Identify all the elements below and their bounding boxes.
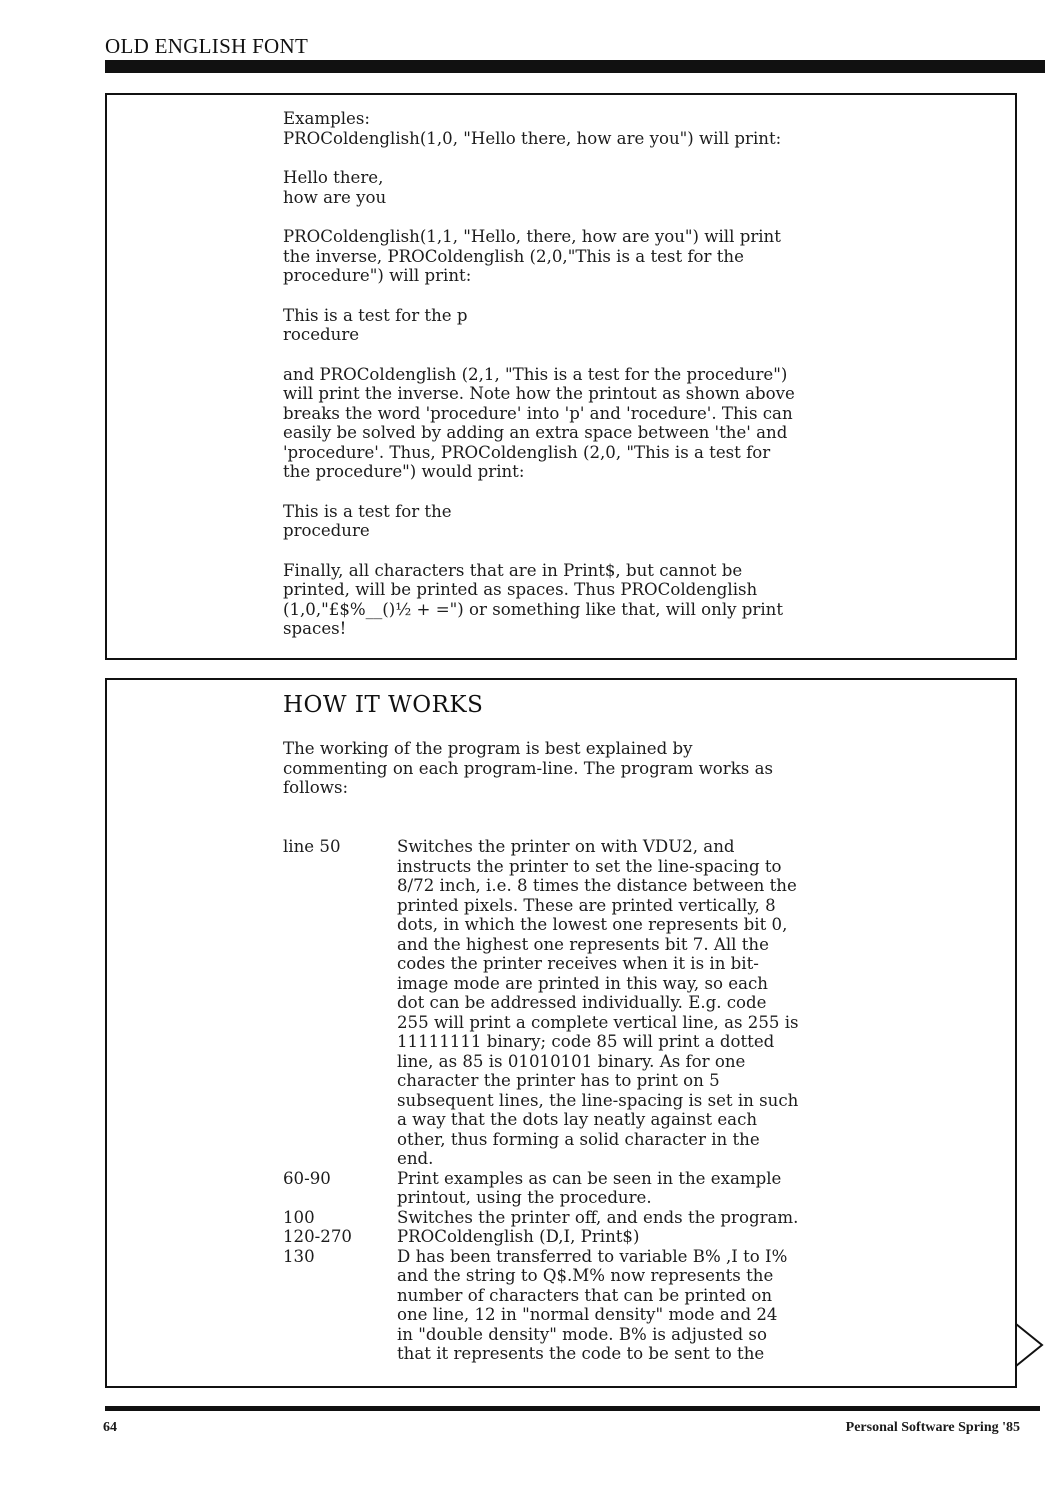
paragraph xyxy=(283,502,828,541)
text-line: printed, will be printed as spaces. Thus PROColdenglish xyxy=(283,580,758,599)
text-line: how are you xyxy=(283,187,387,207)
footer-rule xyxy=(105,1406,1040,1411)
text-line: other, thus forming a solid character in the xyxy=(397,1129,760,1149)
program-line-row xyxy=(283,1227,828,1247)
text-line: rocedure xyxy=(283,325,360,344)
text-line: 255 will print a complete vertical line, as 255 is xyxy=(397,1012,799,1032)
text-line: PROColdenglish(1,1, "Hello, there, how are you") will print xyxy=(283,227,781,246)
text-line: image mode are printed in this way, so each xyxy=(397,973,768,993)
text-line: breaks the word 'procedure' into 'p' and 'rocedure'. This can xyxy=(283,403,793,423)
text-line: will print the inverse. Note how the printout as shown above xyxy=(283,384,795,403)
program-line-row xyxy=(283,837,828,1169)
paragraph xyxy=(283,306,828,345)
text-line: Finally, all characters that are in Print$, but cannot be xyxy=(283,560,743,580)
program-line-row xyxy=(283,1169,828,1208)
how-it-works-intro xyxy=(283,739,828,798)
line-description xyxy=(397,837,827,1169)
text-line: subsequent lines, the line-spacing is set in such xyxy=(397,1090,799,1110)
program-line-row xyxy=(283,1208,828,1228)
text-line: end. xyxy=(397,1149,434,1168)
paragraph xyxy=(283,109,828,148)
line-description xyxy=(397,1227,827,1247)
text-line: and PROColdenglish (2,1, "This is a test for the procedure") xyxy=(283,364,788,384)
text-line: commenting on each program-line. The program works as xyxy=(283,758,773,778)
text-line: dots, in which the lowest one represents bit 0, xyxy=(397,915,788,934)
header-rule xyxy=(105,60,1045,73)
text-line: Examples: xyxy=(283,109,370,128)
continue-arrow-icon xyxy=(1014,1322,1044,1368)
text-line: procedure") will print: xyxy=(283,266,472,285)
text-line: procedure xyxy=(283,521,370,540)
text-line: Print examples as can be seen in the example xyxy=(397,1168,782,1188)
program-line-table xyxy=(283,837,828,1364)
text-line: the procedure") would print: xyxy=(283,462,525,481)
text-line: in "double density" mode. B% is adjusted so xyxy=(397,1324,767,1344)
text-line: 'procedure'. Thus, PROColdenglish (2,0, "This is a test for xyxy=(283,442,771,462)
text-line: Switches the printer on with VDU2, and xyxy=(397,837,735,856)
text-line: number of characters that can be printed on xyxy=(397,1285,773,1305)
text-line: The working of the program is best explained by xyxy=(283,739,693,758)
paragraph xyxy=(283,365,828,482)
line-number: 60-90 xyxy=(283,1168,331,1188)
paragraph xyxy=(283,561,828,639)
page-number: 64 xyxy=(103,1420,117,1435)
text-line: dot can be addressed individually. E.g. code xyxy=(397,993,767,1012)
text-line: PROColdenglish(1,0, "Hello there, how are you") will print: xyxy=(283,128,782,148)
line-description xyxy=(397,1208,827,1228)
page-header-title: OLD ENGLISH FONT xyxy=(105,34,309,58)
text-line: and the highest one represents bit 7. All the xyxy=(397,934,769,954)
line-number: 100 xyxy=(283,1207,315,1227)
line-number: 130 xyxy=(283,1246,315,1266)
text-line: printout, using the procedure. xyxy=(397,1188,652,1207)
text-line: and the string to Q$.M% now represents the xyxy=(397,1266,774,1285)
text-line: follows: xyxy=(283,778,349,797)
program-line-row xyxy=(283,1247,828,1364)
text-line: that it represents the code to be sent to the xyxy=(397,1344,765,1363)
paragraph xyxy=(283,168,828,207)
text-line: (1,0,"£$%__()½ + =") or something like that, will only print xyxy=(283,599,784,619)
text-line: 8/72 inch, i.e. 8 times the distance between the xyxy=(397,876,797,895)
text-line: This is a test for the xyxy=(283,501,452,521)
line-description xyxy=(397,1169,827,1208)
text-line: D has been transferred to variable B% ,I to I% xyxy=(397,1246,788,1266)
text-line: spaces! xyxy=(283,619,347,638)
magazine-title: Personal Software Spring '85 xyxy=(845,1420,1020,1435)
text-line: one line, 12 in "normal density" mode and 24 xyxy=(397,1305,778,1324)
text-line: character the printer has to print on 5 xyxy=(397,1071,720,1090)
how-it-works-heading: HOW IT WORKS xyxy=(283,692,484,718)
text-line: PROColdenglish (D,I, Print$) xyxy=(397,1227,640,1246)
paragraph xyxy=(283,227,828,286)
text-line: Switches the printer off, and ends the program. xyxy=(397,1207,799,1227)
text-line: a way that the dots lay neatly against each xyxy=(397,1110,758,1129)
text-line: line, as 85 is 01010101 binary. As for one xyxy=(397,1051,746,1071)
text-line: instructs the printer to set the line-spacing to xyxy=(397,856,782,876)
text-line: This is a test for the p xyxy=(283,305,468,325)
text-line: easily be solved by adding an extra space between 'the' and xyxy=(283,423,788,442)
text-line: Hello there, xyxy=(283,168,384,187)
line-number: 120-270 xyxy=(283,1227,352,1246)
text-line: 11111111 binary; code 85 will print a dotted xyxy=(397,1032,775,1051)
examples-text xyxy=(283,109,828,639)
text-line: codes the printer receives when it is in bit- xyxy=(397,954,759,973)
text-line: printed pixels. These are printed vertically, 8 xyxy=(397,895,776,915)
line-description xyxy=(397,1247,827,1364)
text-line: the inverse, PROColdenglish (2,0,"This is a test for the xyxy=(283,246,744,266)
line-number: line 50 xyxy=(283,837,341,856)
